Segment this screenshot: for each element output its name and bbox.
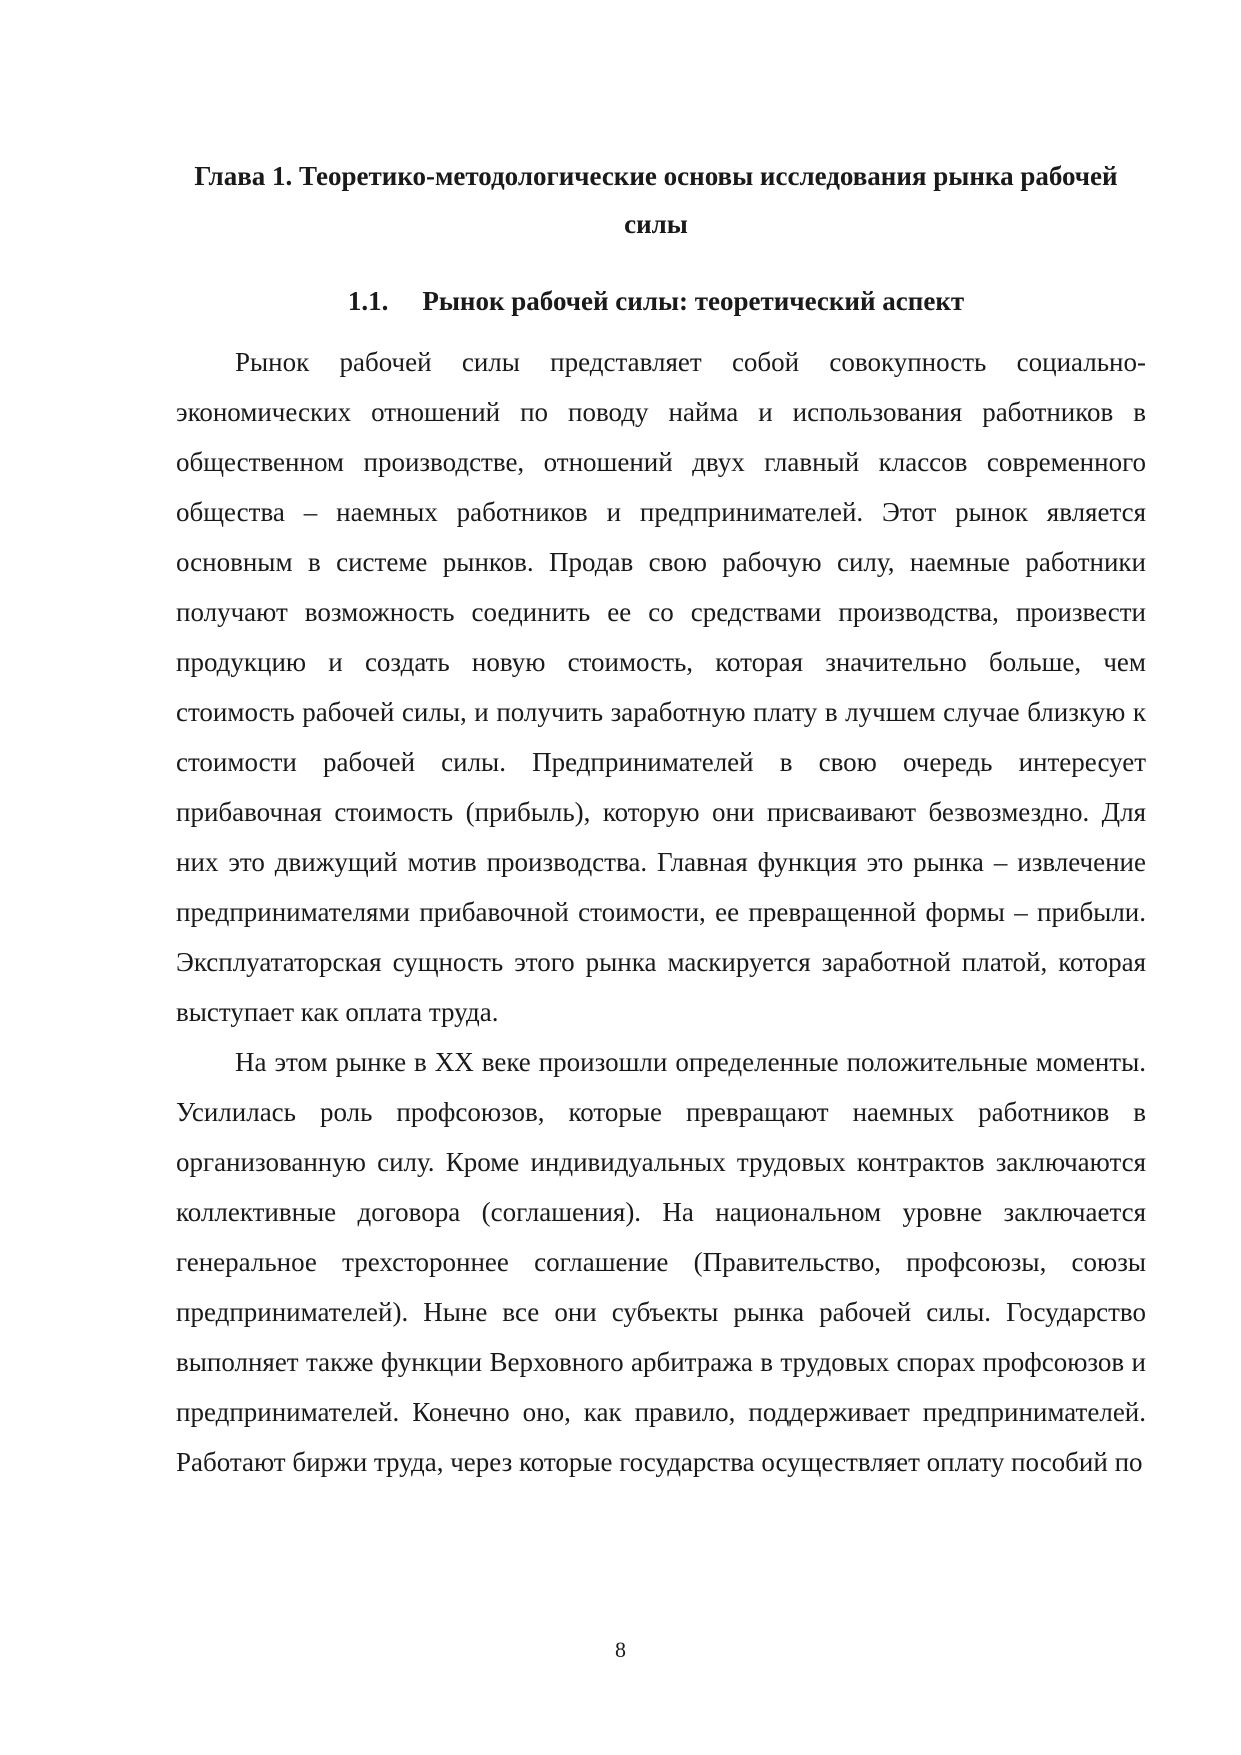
paragraph-2: На этом рынке в XX веке произошли определенные положительные моменты. Усилилась роль профсоюзов, которые превращают наемных работников в организованную силу. Кроме индивидуальных трудовых контрактов заключаются коллективные договора (соглашения). На национальном уровне заключается генеральное трехстороннее соглашение (Правительство, профсоюзы, союзы предпринимателей). Ныне все они субъекты рынка рабочей силы. Государство выполняет также функции Верховного арбитража в трудовых спорах профсоюзов и предпринимателей. Конечно оно, как правило, поддерживает предпринимателей. Работают биржи труда, через которые государства осуществляет оплату пособий по: [176, 1047, 1146, 1477]
page-number: 8: [615, 1637, 626, 1662]
section-number: 1.1.: [347, 286, 389, 316]
paragraph-1: Рынок рабочей силы представляет собой совокупность социально-экономических отношений по поводу найма и использования работников в общественном производстве, отношений двух главный классов современного общества – наемных работников и предпринимателей. Этот рынок является основным в системе рынков. Продав свою рабочую силу, наемные работники получают возможность соединить ее со средствами производства, произвести продукцию и создать новую стоимость, которая значительно больше, чем стоимость рабочей силы, и получить заработную плату в лучшем случае близкую к стоимости рабочей силы. Предпринимателей в свою очередь интересует прибавочная стоимость (прибыль), которую они присваивают безвозмездно. Для них это движущий мотив производства. Главная функция это рынка – извлечение предпринимателями прибавочной стоимости, ее превращенной формы – прибыли. Эксплуататорская сущность этого рынка маскируется заработной платой, которая выступает как оплата труда.: [176, 347, 1146, 1027]
section-heading: [176, 277, 1136, 325]
chapter-title: Глава 1. Теоретико-методологические основы исследования рынка рабочей силы: [194, 161, 1118, 239]
body-text: [176, 337, 1146, 1487]
section-title: Рынок рабочей силы: теоретический аспект: [422, 286, 965, 316]
